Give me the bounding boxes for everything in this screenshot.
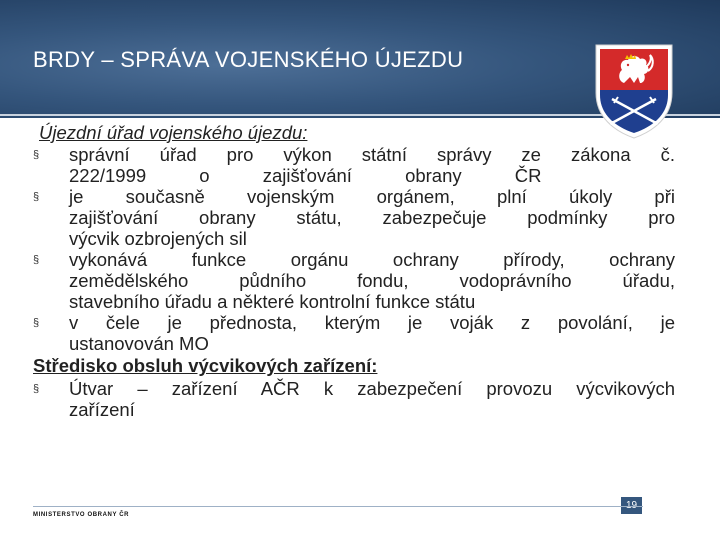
list-item-line: Útvar – zařízení AČR k zabezpečení provozu výcvikových (69, 378, 675, 399)
list-item-line: zajišťování obrany státu, zabezpečuje podmínky pro (69, 207, 675, 228)
section-bullet-icon: § (33, 383, 40, 395)
list-item-line: zařízení (69, 399, 135, 420)
list-item-line: správní úřad pro výkon státní správy ze zákona č. (69, 144, 675, 165)
section-heading-stredisko: Středisko obsluh výcvikových zařízení: (33, 355, 378, 376)
list-item (33, 378, 675, 420)
list-item-line: 222/1999 o zajišťování obrany ČR (69, 165, 542, 186)
section-bullet-icon: § (33, 191, 40, 203)
slide-title: BRDY – SPRÁVA VOJENSKÉHO ÚJEZDU (33, 47, 464, 72)
slide-content (33, 122, 675, 420)
footer-ministry-label: MINISTERSTVO OBRANY ČR (33, 512, 130, 518)
list-item-line: v čele je přednosta, kterým je voják z povolání, je (69, 312, 675, 333)
footer-divider (33, 506, 643, 507)
list-item-line: stavebního úřadu a některé kontrolní funkce státu (69, 291, 476, 312)
list-item-line: vykonává funkce orgánu ochrany přírody, ochrany (69, 249, 675, 270)
list-item-line: ustanovován MO (69, 333, 209, 354)
list-item-line: zemědělského půdního fondu, vodoprávního úřadu, (69, 270, 675, 291)
list-item (33, 144, 675, 186)
section-bullet-icon: § (33, 317, 40, 329)
list-item (33, 186, 675, 249)
section-bullet-icon: § (33, 149, 40, 161)
list-item (33, 312, 675, 354)
list-item-line: výcvik ozbrojených sil (69, 228, 247, 249)
list-item (33, 249, 675, 312)
section-bullet-icon: § (33, 254, 40, 266)
section-heading-ujezdni-urad: Újezdní úřad vojenského újezdu: (39, 122, 308, 143)
list-item-line: je současně vojenským orgánem, plní úkoly při (69, 186, 675, 207)
